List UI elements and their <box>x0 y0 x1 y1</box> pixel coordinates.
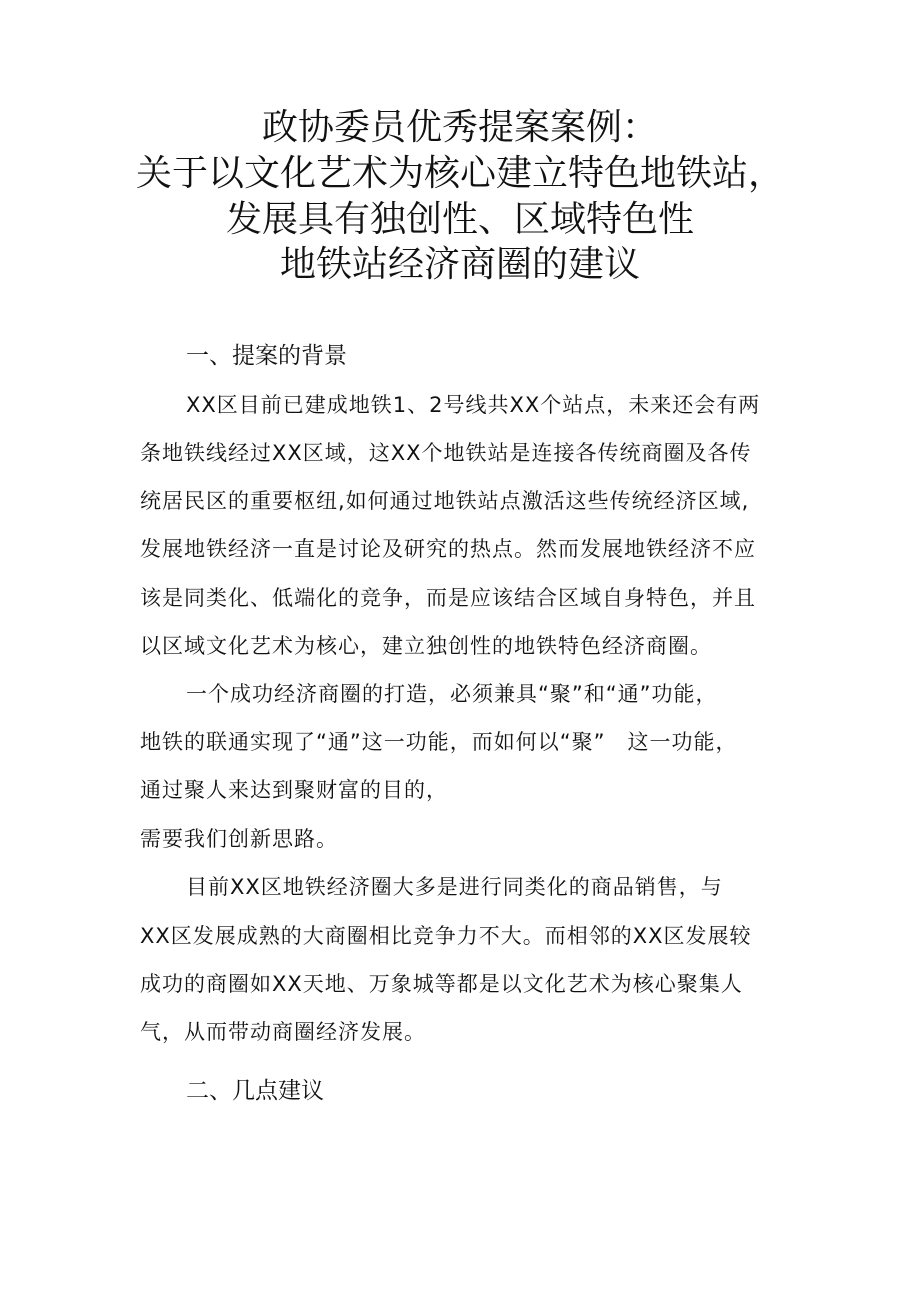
paragraph-line: 地铁的联通实现了“通”这一功能，而如何以“聚” 这一功能， <box>140 730 738 754</box>
paragraph-line: XX区目前已建成地铁1、2号线共XX个站点，未来还会有两 <box>186 393 761 417</box>
title-line-1: 政协委员优秀提案案例： <box>261 107 658 148</box>
paragraph-line: 该是同类化、低端化的竞争，而是应该结合区域自身特色，并且 <box>140 586 756 610</box>
paragraph-line: 需要我们创新思路。 <box>140 827 338 851</box>
paragraph-line: 以区域文化艺术为核心，建立独创性的地铁特色经济商圈。 <box>140 634 712 658</box>
paragraph-line: 一个成功经济商圈的打造，必须兼具“聚”和“通”功能， <box>186 682 718 706</box>
paragraph-line: 发展地铁经济一直是讨论及研究的热点。然而发展地铁经济不应 <box>140 537 756 561</box>
section-heading-suggestions: 二、几点建议 <box>186 1078 324 1104</box>
paragraph-line: 统居民区的重要枢纽,如何通过地铁站点激活这些传统经济区域, <box>140 489 750 513</box>
paragraph-line: 条地铁线经过XX区域，这XX个地铁站是连接各传统商圈及各传 <box>140 441 752 465</box>
paragraph-line: 气，从而带动商圈经济发展。 <box>140 1020 426 1044</box>
title-line-2: 关于以文化艺术为核心建立特色地铁站， <box>135 153 784 194</box>
paragraph-line: 成功的商圈如XX天地、万象城等都是以文化艺术为核心聚集人 <box>140 972 743 996</box>
paragraph-line: XX区发展成熟的大商圈相比竞争力不大。而相邻的XX区发展较 <box>140 924 752 948</box>
section-heading-background: 一、提案的背景 <box>186 343 347 369</box>
title-line-3: 发展具有独创性、区域特色性 <box>225 199 694 240</box>
paragraph-line: 目前XX区地铁经济圈大多是进行同类化的商品销售，与 <box>186 875 723 899</box>
paragraph-line: 通过聚人来达到聚财富的目的， <box>140 778 448 802</box>
title-line-4: 地铁站经济商圈的建议 <box>279 244 640 285</box>
